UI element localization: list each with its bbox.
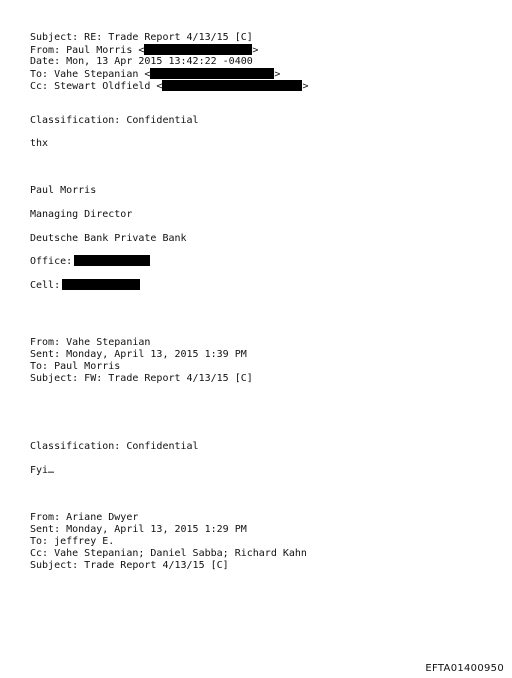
office-label: Office:: [30, 256, 73, 267]
close-bracket: >: [274, 69, 281, 80]
redaction-bar: [150, 68, 274, 79]
fwd1-to: To: Paul Morris: [30, 361, 121, 372]
close-bracket: >: [252, 45, 259, 56]
signature-name: Paul Morris: [30, 185, 97, 196]
reply-body: thx: [30, 138, 49, 149]
fwd1-body: Fyi…: [30, 465, 55, 476]
fwd1-sent: Sent: Monday, April 13, 2015 1:39 PM: [30, 349, 247, 360]
header-from-text: From: Paul Morris <: [30, 45, 145, 56]
signature-company: Deutsche Bank Private Bank: [30, 233, 187, 244]
close-bracket: >: [302, 81, 309, 92]
redaction-bar: [74, 255, 150, 266]
header-cc-text: Cc: Stewart Oldfield <: [30, 81, 163, 92]
header-subject: Subject: RE: Trade Report 4/13/15 [C]: [30, 32, 253, 43]
signature-title: Managing Director: [30, 209, 133, 220]
header-cc: [30, 80, 308, 93]
fwd2-subject: Subject: Trade Report 4/13/15 [C]: [30, 560, 229, 571]
signature-office: [30, 255, 150, 268]
fwd1-from: From: Vahe Stepanian: [30, 337, 151, 348]
fwd2-to: To: jeffrey E.: [30, 536, 115, 547]
fwd2-from: From: Ariane Dwyer: [30, 512, 139, 523]
fwd2-cc: Cc: Vahe Stepanian; Daniel Sabba; Richard Kahn: [30, 548, 307, 559]
redaction-bar: [62, 279, 140, 290]
cell-label: Cell:: [30, 280, 61, 291]
redaction-bar: [162, 80, 302, 91]
header-date: Date: Mon, 13 Apr 2015 13:42:22 -0400: [30, 56, 253, 67]
fwd2-sent: Sent: Monday, April 13, 2015 1:29 PM: [30, 524, 247, 535]
header-to-text: To: Vahe Stepanian <: [30, 69, 151, 80]
fwd1-classification: Classification: Confidential: [30, 441, 199, 452]
redaction-bar: [144, 44, 252, 55]
document-id: EFTA01400950: [425, 663, 504, 674]
reply-classification: Classification: Confidential: [30, 115, 199, 126]
fwd1-subject: Subject: FW: Trade Report 4/13/15 [C]: [30, 373, 253, 384]
signature-cell: [30, 279, 140, 292]
